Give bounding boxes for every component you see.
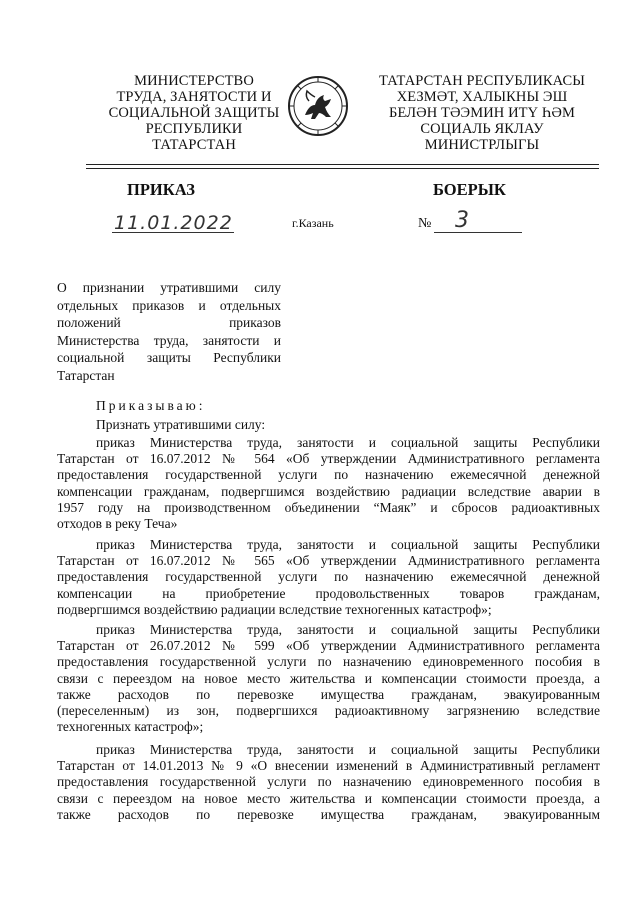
paragraph-line: компенсации на приобретение продовольственных товаров гражданам,: [57, 585, 600, 601]
paragraph-line: Татарстан от 16.07.2012 № 564 «Об утверждении Административного регламента: [57, 451, 600, 467]
paragraph-line: приказ Министерства труда, занятости и социальной защиты Республики: [96, 622, 600, 637]
document-title-russian: ПРИКАЗ: [127, 180, 195, 199]
subject-line: О признании утратившими силу: [57, 280, 281, 295]
handwritten-date: 11.01.2022: [114, 212, 233, 234]
city-label: г.Казань: [292, 216, 334, 230]
header-right-line: СОЦИАЛЬ ЯКЛАУ: [420, 121, 544, 137]
paragraph-line: также расходов по перевозке имущества гражданам, эвакуированным: [57, 686, 600, 702]
paragraph-line: компенсации гражданам, подвергшимся воздействию радиации вследствие аварии в: [57, 483, 600, 499]
paragraph-line: приказ Министерства труда, занятости и социальной защиты Республики: [96, 435, 600, 450]
header-right-line: ТАТАРСТАН РЕСПУБЛИКАСЫ: [378, 73, 586, 89]
paragraph-line: техногенных катастроф»;: [57, 719, 204, 735]
subject-line: социальной защиты Республики: [57, 350, 281, 365]
paragraph-line: (переселенным) из зон, подвергшихся радиоактивному загрязнению вследствие: [57, 703, 600, 719]
header-left-line: РЕСПУБЛИКИ: [145, 121, 243, 137]
order-word: Приказываю:: [96, 398, 206, 413]
ministry-name-russian: [78, 73, 310, 153]
order-paragraph-3: [57, 622, 600, 735]
number-sign: №: [418, 216, 432, 231]
handwritten-number: 3: [455, 208, 469, 233]
number-underline: [434, 232, 522, 233]
header-left-line: СОЦИАЛЬНОЙ ЗАЩИТЫ: [108, 105, 280, 121]
header-right-line: МИНИСТРЛЫГЫ: [424, 137, 540, 153]
paragraph-line: предоставления государственной услуги по назначению ежемесячной денежной: [57, 467, 600, 483]
order-paragraph-1: [57, 435, 600, 532]
subject-line: Татарстан: [57, 367, 115, 383]
header-divider: [86, 164, 599, 165]
coat-of-arms-emblem: [287, 75, 349, 137]
header-right-line: ХЕЗМӘТ, ХАЛЫКНЫ ЭШ: [396, 89, 568, 105]
paragraph-line: приказ Министерства труда, занятости и социальной защиты Республики: [96, 742, 600, 757]
paragraph-line: отходов в реку Теча»: [57, 516, 178, 532]
header-divider-thin: [86, 168, 599, 169]
paragraph-line: предоставления государственной услуги по назначению единовременного пособия в: [57, 774, 600, 790]
paragraph-line: 1957 году на производственном объединении “Маяк” и сбросов радиоактивных: [57, 499, 600, 515]
document-subject: [57, 279, 281, 384]
paragraph-line: Татарстан от 16.07.2012 № 565 «Об утверждении Административного регламента: [57, 553, 600, 569]
subject-line: отдельных приказов и отдельных: [57, 297, 281, 313]
header-right-line: БЕЛӘН ТӘЭМИН ИТҮ ҺӘМ: [389, 105, 575, 121]
order-paragraph-4: [57, 742, 600, 823]
document-title-tatar: БОЕРЫК: [433, 180, 506, 199]
paragraph-line: предоставления государственной услуги по назначению ежемесячной денежной: [57, 569, 600, 585]
paragraph-line: приказ Министерства труда, занятости и социальной защиты Республики: [96, 537, 600, 552]
paragraph-line: подвергшимся воздействию радиации вследствие техногенных катастроф»;: [57, 601, 492, 617]
paragraph-line: Татарстан от 14.01.2013 № 9 «О внесении изменений в Административный регламент: [57, 758, 600, 774]
ministry-name-tatar: [362, 73, 602, 153]
order-paragraph-2: [57, 537, 600, 618]
paragraph-line: связи с переездом на новое место жительства и компенсации стоимости проезда, а: [57, 670, 600, 686]
subject-line: положений приказов: [57, 315, 281, 330]
header-left-line: ТАТАРСТАН: [152, 137, 236, 153]
paragraph-line: предоставления государственной услуги по назначению единовременного пособия в: [57, 654, 600, 670]
recognize-invalid-heading: Признать утратившими силу:: [96, 417, 266, 432]
header-left-line: ТРУДА, ЗАНЯТОСТИ И: [116, 89, 272, 105]
paragraph-line: также расходов по перевозке имущества гражданам, эвакуированным: [57, 806, 600, 822]
paragraph-line: Татарстан от 26.07.2012 № 599 «Об утверждении Административного регламента: [57, 638, 600, 654]
date-underline: [112, 232, 234, 233]
subject-line: Министерства труда, занятости и: [57, 332, 281, 348]
header-left-line: МИНИСТЕРСТВО: [134, 73, 254, 89]
paragraph-line: связи с переездом на новое место жительства и компенсации стоимости проезда, а: [57, 790, 600, 806]
